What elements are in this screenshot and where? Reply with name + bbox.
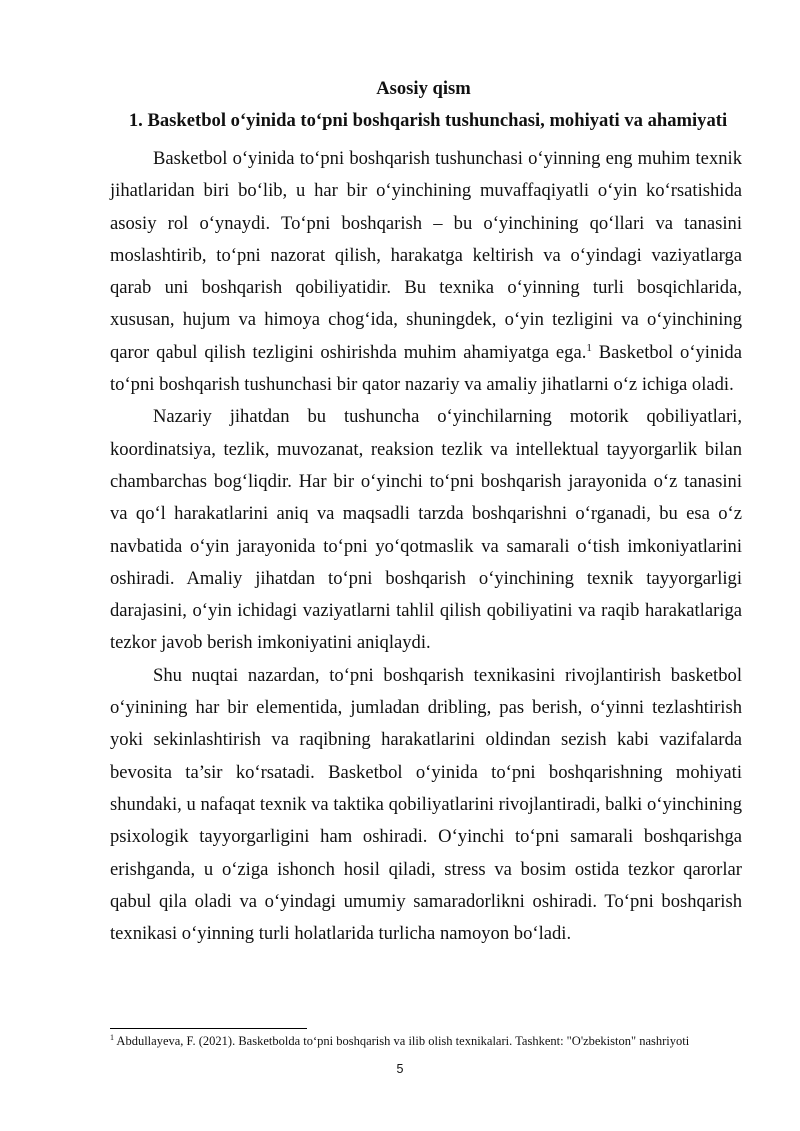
section-title: Asosiy qism	[376, 78, 471, 99]
paragraph-2: Nazariy jihatdan bu tushuncha o‘yinchilarning motorik qobiliyatlari, koordinatsiya, tezlik, muvozanat, reaksion tezlik va intellektual tayyorgarlik bilan chambarchas bog‘liqdir. Har bir o‘yinchi to‘pni boshqarish jarayonida o‘z tanasini va qo‘l harakatlarini aniq va maqsadli tarzda boshqarishni o‘rganadi, bu esa o‘z navbatida o‘yin jarayonida to‘pni yo‘qotmaslik va samarali o‘tish imkoniyatlarini oshiradi. Amaliy jihatdan to‘pni boshqarish o‘yinchining texnik tayyorgarligi darajasini, o‘yin ichidagi vaziyatlarni tahlil qilish qobiliyatini va raqib harakatlariga tezkor javob berish imkoniyatini aniqlaydi.	[110, 406, 742, 654]
paragraph-1-text-a: Basketbol o‘yinida to‘pni boshqarish tushunchasi o‘yinning eng muhim texnik jihatlaridan biri bo‘lib, u har bir o‘yinchining muvaffaqiyatli o‘yin ko‘rsatishida asosiy rol o‘ynaydi. To‘pni boshqarish – bu o‘yinchining qo‘llari va tanasini moslashtirib, to‘pni nazorat qilish, harakatga keltirish va o‘yindagi vaziyatlarga qarab uni boshqarish qobiliyatidir. Bu texnika o‘yinning turli bosqichlarida, xususan, hujum va himoya chog‘ida, shuningdek, o‘yin tezligini va o‘yinchining qaror qabul qilish tezligini oshirishda muhim ahamiyatga ega.	[110, 148, 742, 363]
footnote-marker: 1	[110, 1032, 114, 1042]
footnote-reference[interactable]: 1	[586, 341, 592, 354]
chapter-title: 1. Basketbol o‘yinida to‘pni boshqarish tushunchasi, mohiyati va ahamiyati	[128, 110, 728, 131]
footnote-text: Abdullayeva, F. (2021). Basketbolda to‘pni boshqarish va ilib olish texnikalari. Tashkent: "O'zbekiston" nashriyoti	[114, 1034, 690, 1048]
body-text	[110, 143, 742, 950]
paragraph-1-text-b: Basketbol o‘yinida to‘pni boshqarish tushunchasi bir qator nazariy va amaliy jihatlarni o‘z ichiga oladi.	[110, 341, 742, 396]
paragraph-1	[110, 143, 742, 401]
paragraph-3: Shu nuqtai nazardan, to‘pni boshqarish texnikasini rivojlantirish basketbol o‘yinining har bir elementida, jumladan dribling, pas berish, o‘yinni tezlashtirish yoki sekinlashtirish va raqibning harakatlarini oldindan sezish kabi vazifalarda bevosita ta’sir ko‘rsatadi. Basketbol o‘yinida to‘pni boshqarishning mohiyati shundaki, u nafaqat texnik va taktika qobiliyatlarini rivojlantiradi, balki o‘yinchining psixologik tayyorgarligini ham oshiradi. O‘yinchi to‘pni samarali boshqarishga erishganda, u o‘ziga ishonch hosil qiladi, stress va bosim ostida tezkor qarorlar qabul qila oladi va o‘yindagi umumiy samaradorlikni oshiradi. To‘pni boshqarish texnikasi o‘yinning turli holatlarida turlicha namoyon bo‘ladi.	[110, 664, 742, 945]
footnote-separator	[110, 1028, 307, 1029]
footnote	[110, 1033, 750, 1049]
page-number: 5	[396, 1062, 404, 1076]
